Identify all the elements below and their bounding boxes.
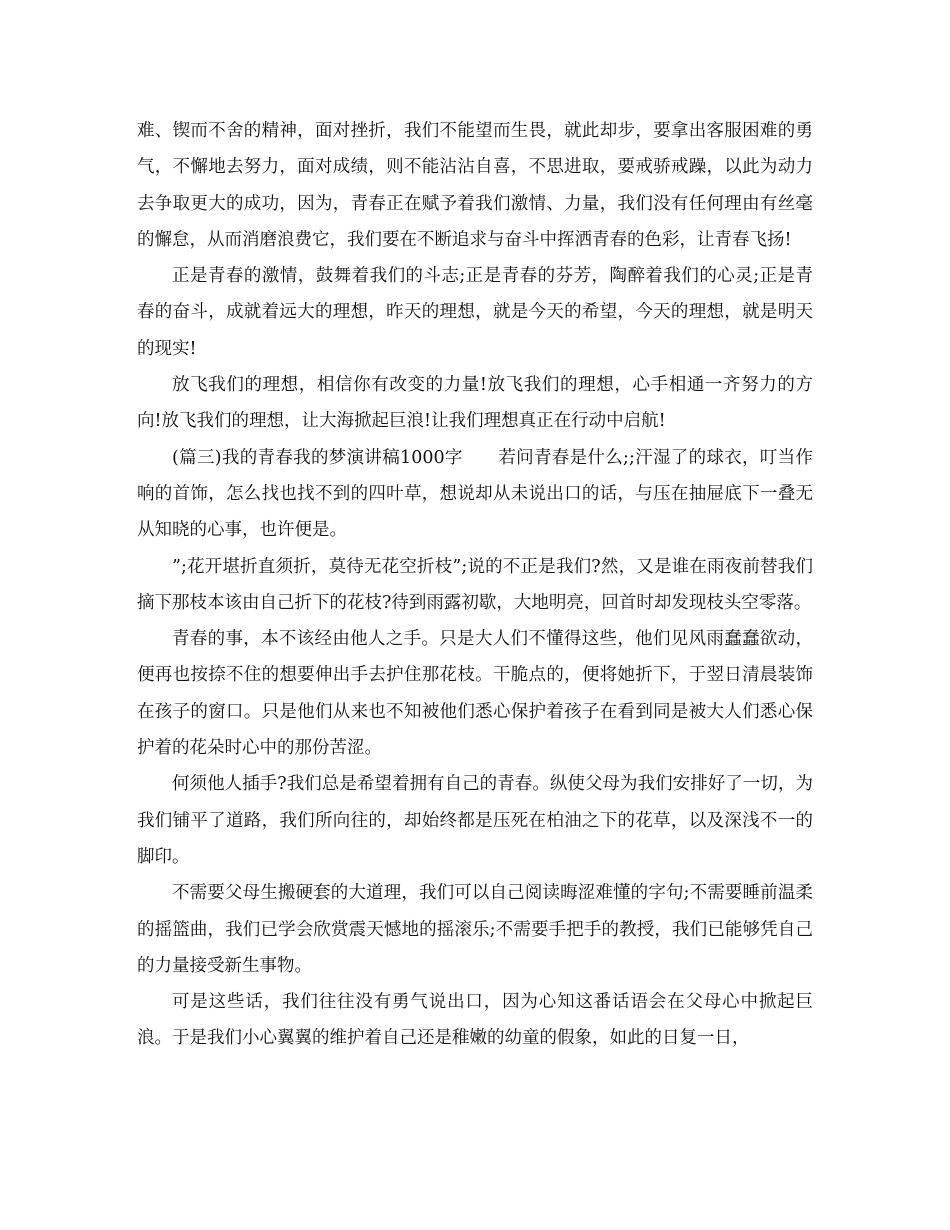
paragraph-7: 何须他人插手?我们总是希望着拥有自己的青春。纵使父母为我们安排好了一切，为我们铺平了道路，我们所向往的，却始终都是压死在柏油之下的花草，以及深浅不一的脚印。 [137, 774, 813, 867]
paragraph-8: 不需要父母生搬硬套的大道理，我们可以自己阅读晦涩难懂的字句;不需要睡前温柔的摇篮曲，我们已学会欣赏震天憾地的摇滚乐;不需要手把手的教授，我们已能够凭自己的力量接受新生事物。 [137, 883, 813, 976]
paragraph-5: ”;花开堪折直须折，莫待无花空折枝”;说的不正是我们?然，又是谁在雨夜前替我们摘下那枝本该由自己折下的花枝?待到雨露初歇，大地明亮，回首时却发现枝头空零落。 [137, 556, 813, 613]
paragraph-1: 难、锲而不舍的精神，面对挫折，我们不能望而生畏，就此却步，要拿出客服困难的勇气，不懈地去努力，面对成绩，则不能沾沾自喜，不思进取，要戒骄戒躁，以此为动力去争取更大的成功，因为，青春正在赋予着我们激情、力量，我们没有任何理由有丝毫的懈怠，从而消磨浪费它，我们要在不断追求与奋斗中挥洒青春的色彩，让青春飞扬! [137, 121, 813, 250]
paragraph-6: 青春的事，本不该经由他人之手。只是大人们不懂得这些，他们见风雨蠢蠢欲动，便再也按捺不住的想要伸出手去护住那花枝。干脆点的，便将她折下，于翌日清晨装饰在孩子的窗口。只是他们从来也不知被他们悉心保护着孩子在看到同是被大人们悉心保护着的花朵时心中的那份苦涩。 [137, 629, 813, 759]
paragraph-4-section-heading: (篇三)我的青春我的梦演讲稿1000字 若问青春是什么;;汗湿了的球衣，叮当作响的首饰，怎么找也找不到的四叶草，想说却从未说出口的话，与压在抽屉底下一叠无从知晓的心事，也许便是。 [137, 447, 813, 541]
paragraph-2: 正是青春的激情，鼓舞着我们的斗志;正是青春的芬芳，陶醉着我们的心灵;正是青春的奋斗，成就着远大的理想，昨天的理想，就是今天的希望，今天的理想，就是明天的现实! [137, 266, 813, 359]
paragraph-9: 可是这些话，我们往往没有勇气说出口，因为心知这番话语会在父母心中掀起巨浪。于是我们小心翼翼的维护着自己还是稚嫩的幼童的假象，如此的日复一日， [137, 992, 813, 1049]
paragraph-3: 放飞我们的理想，相信你有改变的力量!放飞我们的理想，心手相通一齐努力的方向!放飞我们的理想，让大海掀起巨浪!让我们理想真正在行动中启航! [137, 375, 813, 432]
document-body [137, 113, 813, 1057]
